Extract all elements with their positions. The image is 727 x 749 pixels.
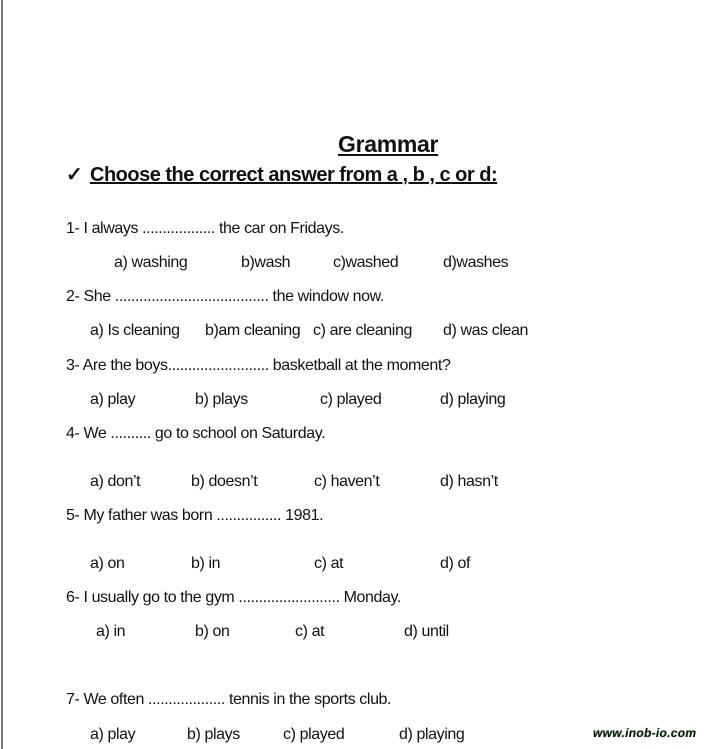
watermark: www.inob-io.com: [593, 726, 697, 740]
answer-option: c) played: [283, 726, 345, 743]
answer-option: c) are cleaning: [313, 322, 412, 339]
answer-option: d) of: [440, 555, 471, 572]
question-text: 2- She ...................................... the window now.: [66, 288, 384, 305]
answer-option: a) Is cleaning: [90, 322, 180, 339]
question-text: 6- I usually go to the gym ......................... Monday.: [66, 589, 401, 606]
checkmark-icon: ✓: [66, 164, 83, 186]
answer-option: b)wash: [241, 254, 291, 271]
question-text: 5- My father was born ................ 1981.: [66, 507, 324, 524]
answer-option: a) don’t: [90, 473, 141, 490]
page-title: Grammar: [338, 131, 439, 157]
question-text: 1- I always .................. the car on Fridays.: [66, 220, 344, 237]
question-text: 4- We .......... go to school on Saturday.: [66, 425, 326, 442]
question-text: 3- Are the boys......................... basketball at the moment?: [66, 357, 451, 374]
answer-option: d) playing: [399, 726, 465, 743]
answer-option: b) on: [195, 623, 230, 640]
answer-option: b) plays: [187, 726, 240, 743]
answer-option: b)am cleaning: [205, 322, 301, 339]
answer-option: a) play: [90, 391, 136, 408]
answer-option: d) playing: [440, 391, 506, 408]
answer-option: c) at: [314, 555, 344, 572]
answer-option: d) hasn’t: [440, 473, 498, 490]
answer-option: a) in: [96, 623, 126, 640]
page-border: [1, 0, 3, 749]
answer-option: b) plays: [195, 391, 248, 408]
answer-option: d) was clean: [443, 322, 529, 339]
answer-option: a) on: [90, 555, 125, 572]
answer-option: c) played: [320, 391, 382, 408]
question-text: 7- We often ................... tennis in the sports club.: [66, 691, 392, 708]
answer-option: c)washed: [333, 254, 399, 271]
answer-option: a) washing: [114, 254, 188, 271]
answer-option: b) doesn’t: [191, 473, 258, 490]
instruction: Choose the correct answer from a , b , c or d:: [90, 164, 498, 186]
answer-option: c) at: [295, 623, 325, 640]
answer-option: c) haven’t: [314, 473, 380, 490]
answer-option: b) in: [191, 555, 221, 572]
answer-option: d)washes: [443, 254, 509, 271]
answer-option: a) play: [90, 726, 136, 743]
answer-option: d) until: [404, 623, 449, 640]
